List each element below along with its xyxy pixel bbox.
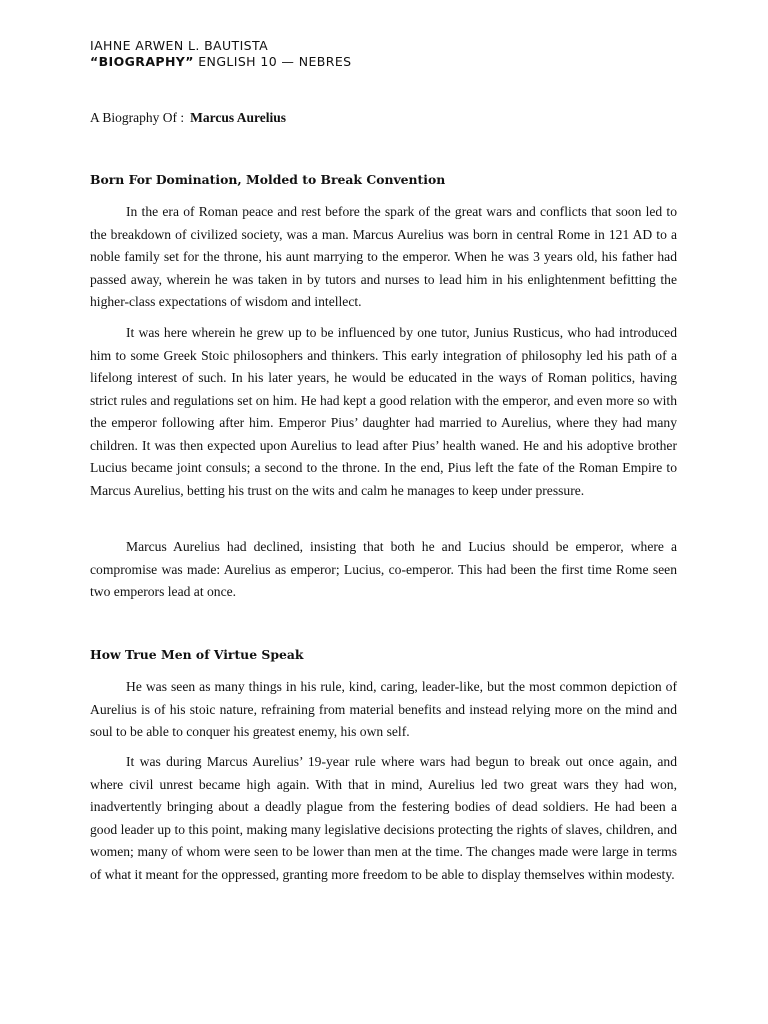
author-name: IAHNE ARWEN L. BAUTISTA	[90, 38, 269, 53]
assignment-quote-open: “	[90, 54, 99, 69]
section-title: How True Men of Virtue Speak	[90, 647, 304, 662]
paragraph: In the era of Roman peace and rest before the spark of the great wars and conflicts that soon led to the breakdown of civilized society, was a man. Marcus Aurelius was born in central Rome in 121 AD to a noble family set for the throne, his aunt marrying to the emperor. When he was 3 years old, his father had passed away, wherein he was taken in by tutors and nurses to lead him in his enlightenment befitting the higher-class expectations of wisdom and intellect.	[90, 204, 677, 309]
assignment-course: ENGLISH 10 — NEBRES	[193, 54, 352, 69]
paragraph: It was here wherein he grew up to be influenced by one tutor, Junius Rusticus, who had introduced him to some Greek Stoic philosophers and thinkers. This early integration of philosophy led his path of a lifelong interest of such. In his later years, he would be educated in the ways of Roman politics, having strict rules and regulations set on him. He had kept a good relation with the emperor, and even more so with the emperor following after him. Emperor Pius’ daughter had married to Aurelius, where they had many children. It was then expected upon Aurelius to lead after Pius’ health waned. He and his adoptive brother Lucius became joint consuls; a second to the throne. In the end, Pius left the fate of the Roman Empire to Marcus Aurelius, betting his trust on the wits and calm he manages to keep under pressure.	[90, 325, 677, 498]
assignment-title: BIOGRAPHY	[98, 54, 186, 69]
biography-subject	[90, 110, 286, 126]
assignment-line	[90, 54, 351, 69]
paragraph: It was during Marcus Aurelius’ 19-year rule where wars had begun to break out once again, and where civil unrest became high again. With that in mind, Aurelius led two great wars they had won, inadvertently bringing about a deadly plague from the festering bodies of dead soldiers. He had been a good leader up to this point, making many legislative decisions protecting the rights of slaves, children, and women; many of whom were seen to be lower than men at the time. The changes made were large in terms of what it meant for the oppressed, granting more freedom to be able to display themselves within modesty.	[90, 754, 677, 882]
subject-name: Marcus Aurelius	[190, 110, 287, 125]
assignment-quote-close: ”	[185, 54, 194, 69]
paragraph: Marcus Aurelius had declined, insisting that both he and Lucius should be emperor, where a compromise was made: Aurelius as emperor; Lucius, co-emperor. This had been the first time Rome seen two emperors lead at once.	[90, 539, 677, 599]
section-title: Born For Domination, Molded to Break Convention	[90, 172, 446, 187]
paragraph: He was seen as many things in his rule, kind, caring, leader-like, but the most common depiction of Aurelius is of his stoic nature, refraining from material benefits and instead relying more on the mind and soul to be able to conquer his greatest enemy, his own self.	[90, 679, 677, 739]
subject-label: A Biography Of :	[90, 110, 185, 125]
